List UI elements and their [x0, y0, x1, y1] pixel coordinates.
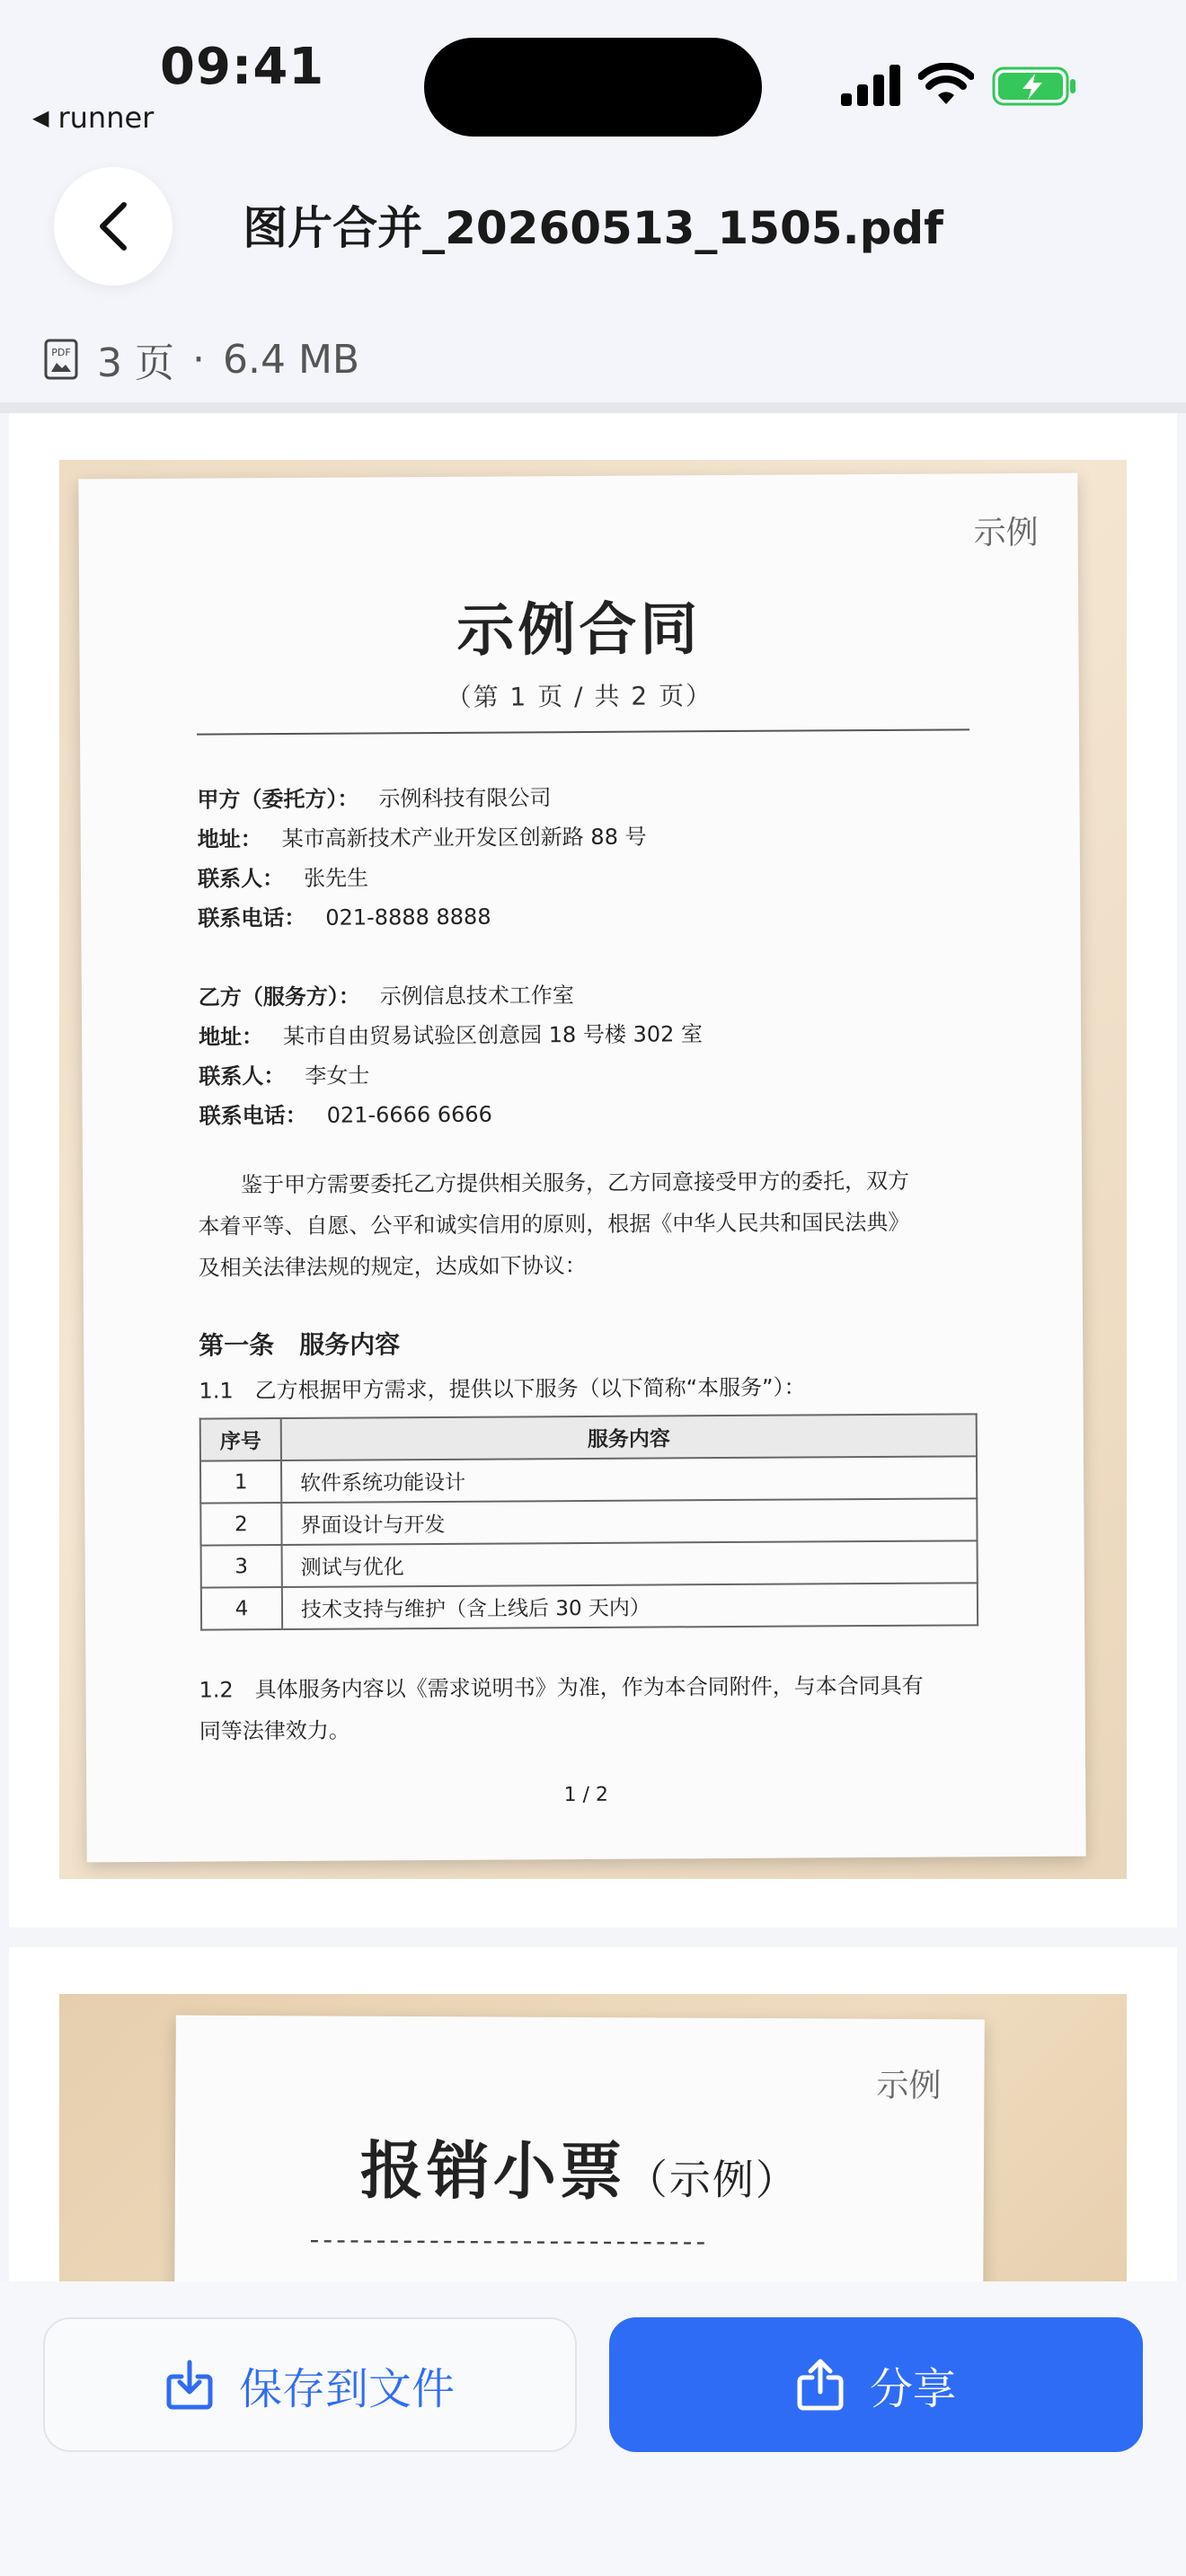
watermark: 示例 [973, 514, 1039, 552]
svg-text:PDF: PDF [51, 347, 71, 358]
status-time: 09:41 [160, 38, 325, 96]
save-button-label: 保存到文件 [238, 2363, 455, 2414]
clause-1-1: 1.1 乙方根据甲方需求，提供以下服务（以下简称“本服务”）： [199, 1374, 806, 1404]
section-heading: 第一条 服务内容 [199, 1329, 401, 1361]
pdf-page-1[interactable] [9, 413, 1177, 1928]
share-button[interactable] [609, 2317, 1143, 2452]
file-size: 6.4 MB [222, 336, 360, 383]
party-b-phone: 联系电话： 021-6666 6666 [199, 1101, 492, 1129]
intro-paragraph: 鉴于甲方需要委托乙方提供相关服务，乙方同意接受甲方的委托，双方 本着平等、自愿、公平和诚实信用的原则，根据《中华人民共和国民法典》 及相关法律法规的规定，达成如下协议： [198, 1168, 910, 1281]
party-b-name: 乙方（服务方）： 示例信息技术工作室 [198, 983, 574, 1010]
share-button-label: 分享 [869, 2363, 956, 2414]
table-row: 4 技术支持与维护（含上线后 30 天内） [201, 1583, 978, 1629]
clause-1-2: 1.2 具体服务内容以《需求说明书》为准，作为本合同附件，与本合同具有 同等法律效力。 [199, 1672, 924, 1744]
receipt-dash-line: ------------------------------ [309, 2224, 710, 2258]
pdf-file-icon [43, 338, 79, 381]
back-button[interactable] [54, 167, 173, 286]
back-to-app-link[interactable] [32, 101, 154, 135]
contract-title: 示例合同 [456, 596, 702, 665]
save-to-file-button[interactable] [43, 2317, 577, 2452]
back-triangle-icon: ◀ [32, 105, 49, 130]
download-icon [165, 2359, 214, 2411]
battery-charging-icon [992, 66, 1076, 106]
table-header-row [200, 1414, 977, 1460]
share-icon [796, 2358, 845, 2412]
page-title: 图片合并_20260513_1505.pdf [243, 202, 943, 254]
receipt-title: 报销小票（示例） [359, 2133, 800, 2210]
contract-subtitle: （第 1 页 / 共 2 页） [446, 681, 713, 712]
signal-icon [841, 65, 902, 106]
table-row: 3 测试与优化 [201, 1540, 978, 1587]
meta-separator: · [191, 336, 205, 383]
divider [0, 402, 1186, 413]
contract-paper [78, 473, 1085, 1863]
header-index: 序号 [200, 1418, 281, 1461]
service-table [199, 1413, 978, 1630]
chevron-left-icon [93, 199, 133, 253]
party-a-name: 甲方（委托方）： 示例科技有限公司 [197, 785, 552, 813]
watermark: 示例 [876, 2067, 942, 2105]
header-content: 服务内容 [281, 1414, 977, 1460]
party-a-address: 地址： 某市高新技术产业开发区创新路 88 号 [197, 824, 647, 852]
table-row: 1 软件系统功能设计 [200, 1456, 977, 1503]
party-a-contact: 联系人： 张先生 [197, 865, 369, 892]
bottom-action-bar [0, 2281, 1186, 2576]
dynamic-island [424, 38, 762, 137]
file-meta [43, 332, 359, 386]
wifi-icon [918, 63, 974, 106]
party-b-address: 地址： 某市自由贸易试验区创意园 18 号楼 302 室 [199, 1021, 704, 1050]
title-rule [197, 728, 969, 735]
table-row: 2 界面设计与开发 [200, 1498, 977, 1545]
status-bar [0, 0, 1186, 153]
page-count: 3 页 [97, 340, 174, 386]
party-a-phone: 联系电话： 021-8888 8888 [198, 904, 491, 931]
page-number: 1 / 2 [563, 1783, 609, 1807]
page-photo [59, 460, 1127, 1879]
party-b-contact: 联系人： 李女士 [199, 1063, 370, 1090]
back-app-label: runner [58, 101, 155, 135]
